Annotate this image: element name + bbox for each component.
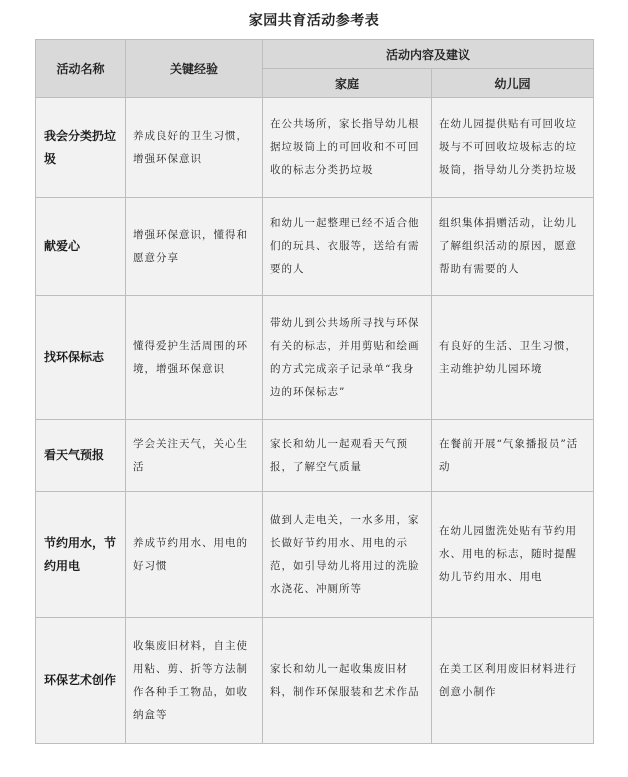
kindergarten-suggestion-cell: 在美工区利用废旧材料进行创意小制作 <box>432 618 594 744</box>
key-experience-cell: 学会关注天气，关心生活 <box>126 420 263 492</box>
kindergarten-suggestion-cell: 在幼儿园提供贴有可回收垃圾与不可回收垃圾标志的垃圾筒，指导幼儿分类扔垃圾 <box>432 98 594 198</box>
home-suggestion-cell: 家长和幼儿一起观看天气预报，了解空气质量 <box>263 420 432 492</box>
table-row <box>36 98 594 198</box>
activity-name-cell: 我会分类扔垃圾 <box>36 98 126 198</box>
kindergarten-suggestion-cell: 组织集体捐赠活动，让幼儿了解组织活动的原因，愿意帮助有需要的人 <box>432 198 594 296</box>
header-key-experience: 关键经验 <box>126 40 263 98</box>
home-suggestion-cell: 和幼儿一起整理已经不适合他们的玩具、衣服等，送给有需要的人 <box>263 198 432 296</box>
activity-name-cell: 找环保标志 <box>36 296 126 420</box>
table-row <box>36 198 594 296</box>
key-experience-cell: 增强环保意识，懂得和愿意分享 <box>126 198 263 296</box>
header-activity-content: 活动内容及建议 <box>263 40 594 69</box>
key-experience-cell: 懂得爱护生活周围的环境，增强环保意识 <box>126 296 263 420</box>
key-experience-cell: 养成良好的卫生习惯，增强环保意识 <box>126 98 263 198</box>
kindergarten-suggestion-cell: 有良好的生活、卫生习惯，主动维护幼儿园环境 <box>432 296 594 420</box>
activity-name-cell: 献爱心 <box>36 198 126 296</box>
table-row <box>36 618 594 744</box>
kindergarten-suggestion-cell: 在幼儿园盥洗处贴有节约用水、用电的标志，随时提醒幼儿节约用水、用电 <box>432 492 594 618</box>
table-row <box>36 492 594 618</box>
key-experience-cell: 养成节约用水、用电的好习惯 <box>126 492 263 618</box>
home-suggestion-cell: 做到人走电关，一水多用，家长做好节约用水、用电的示范，如引导幼儿将用过的洗脸水浇花、冲厕所等 <box>263 492 432 618</box>
header-activity-name: 活动名称 <box>36 40 126 98</box>
header-home: 家庭 <box>263 69 432 98</box>
page-title: 家园共育活动参考表 <box>248 13 380 29</box>
key-experience-cell: 收集废旧材料，自主使用粘、剪、折等方法制作各种手工物品，如收纳盒等 <box>126 618 263 744</box>
activity-name-cell: 环保艺术创作 <box>36 618 126 744</box>
home-suggestion-cell: 在公共场所，家长指导幼儿根据垃圾筒上的可回收和不可回收的标志分类扔垃圾 <box>263 98 432 198</box>
table-row <box>36 420 594 492</box>
kindergarten-suggestion-cell: 在餐前开展“气象播报员”活动 <box>432 420 594 492</box>
activity-reference-table <box>35 39 594 744</box>
header-kindergarten: 幼儿园 <box>432 69 594 98</box>
table-row <box>36 296 594 420</box>
home-suggestion-cell: 家长和幼儿一起收集废旧材料，制作环保服装和艺术作品 <box>263 618 432 744</box>
home-suggestion-cell: 带幼儿到公共场所寻找与环保有关的标志，并用剪贴和绘画的方式完成亲子记录单“我身边的环保标志” <box>263 296 432 420</box>
activity-name-cell: 看天气预报 <box>36 420 126 492</box>
activity-name-cell: 节约用水，节约用电 <box>36 492 126 618</box>
